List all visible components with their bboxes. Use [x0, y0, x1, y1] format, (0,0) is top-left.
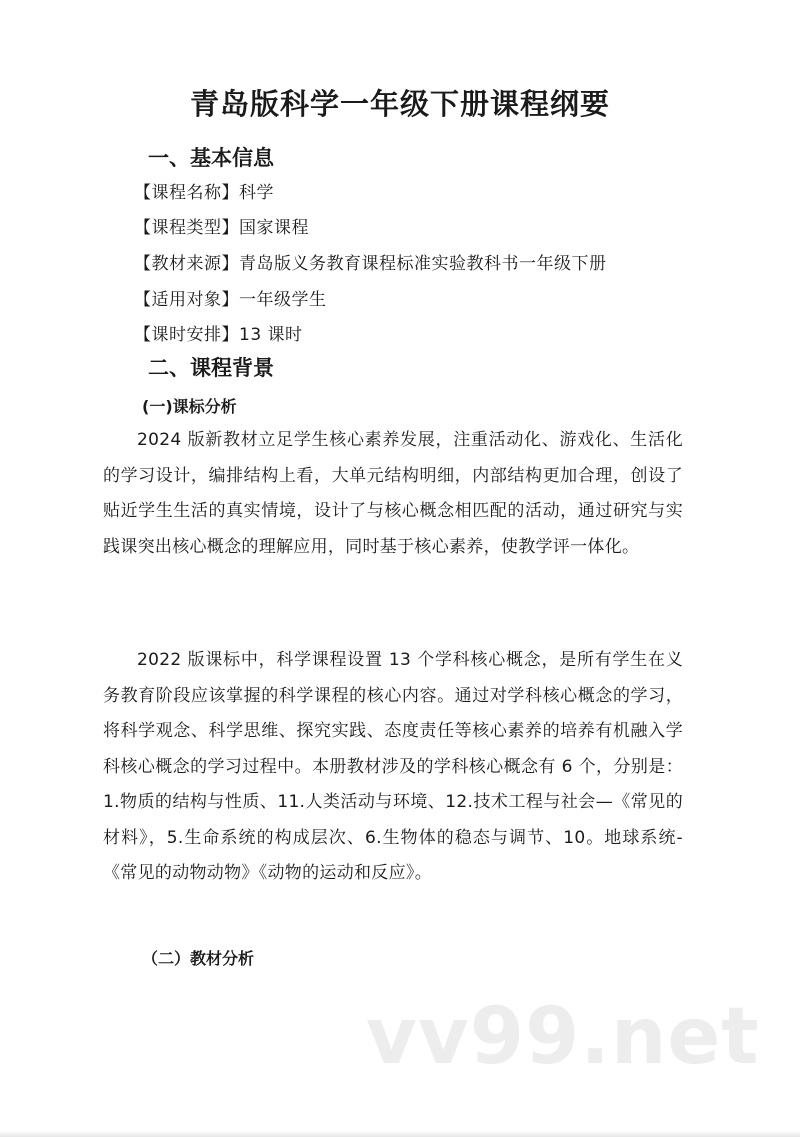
info-item-class-hours: 【课时安排】13 课时	[134, 325, 303, 345]
info-item-course-name: 【课程名称】科学	[134, 183, 274, 203]
section-heading-basic-info: 一、基本信息	[148, 146, 274, 170]
info-item-course-type: 【课程类型】国家课程	[134, 218, 309, 238]
section-heading-background: 二、课程背景	[148, 356, 274, 380]
info-item-textbook-source: 【教材来源】青岛版义务教育课程标准实验教科书一年级下册	[134, 254, 607, 274]
paragraph-core-concepts: 2022 版课标中，科学课程设置 13 个学科核心概念，是所有学生在义务教育阶段应该掌握的科学课程的核心内容。通过对学科核心概念的学习，将科学观念、科学思维、探究实践、态度责任等核心素养的培养有机融入学科核心概念的学习过程中。本册教材涉及的学科核心概念有 6 个，分别是：1.物质的结构与性质、11.人类活动与环境、12.技术工程与社会—《常见的材料》，5.生命系统的构成层次、6.生物体的稳态与调节、10。地球系统-《常见的动物动物》《动物的运动和反应》。	[103, 650, 683, 883]
subsection-heading-textbook-analysis: （二）教材分析	[142, 949, 255, 968]
subsection-heading-curriculum-analysis: (一)课标分析	[142, 397, 237, 416]
page-bottom-edge	[0, 1131, 800, 1137]
paragraph-new-textbook: 2024 版新教材立足学生核心素养发展，注重活动化、游戏化、生活化的学习设计，编排结构上看，大单元结构明细，内部结构更加合理，创设了贴近学生生活的真实情境，设计了与核心概念相匹配的活动，通过研究与实践课突出核心概念的理解应用，同时基于核心素养，使教学评一体化。	[103, 430, 683, 557]
document-title: 青岛版科学一年级下册课程纲要	[189, 87, 610, 121]
info-item-target-audience: 【适用对象】一年级学生	[134, 290, 327, 310]
watermark-text: vv99.net	[366, 992, 760, 1082]
